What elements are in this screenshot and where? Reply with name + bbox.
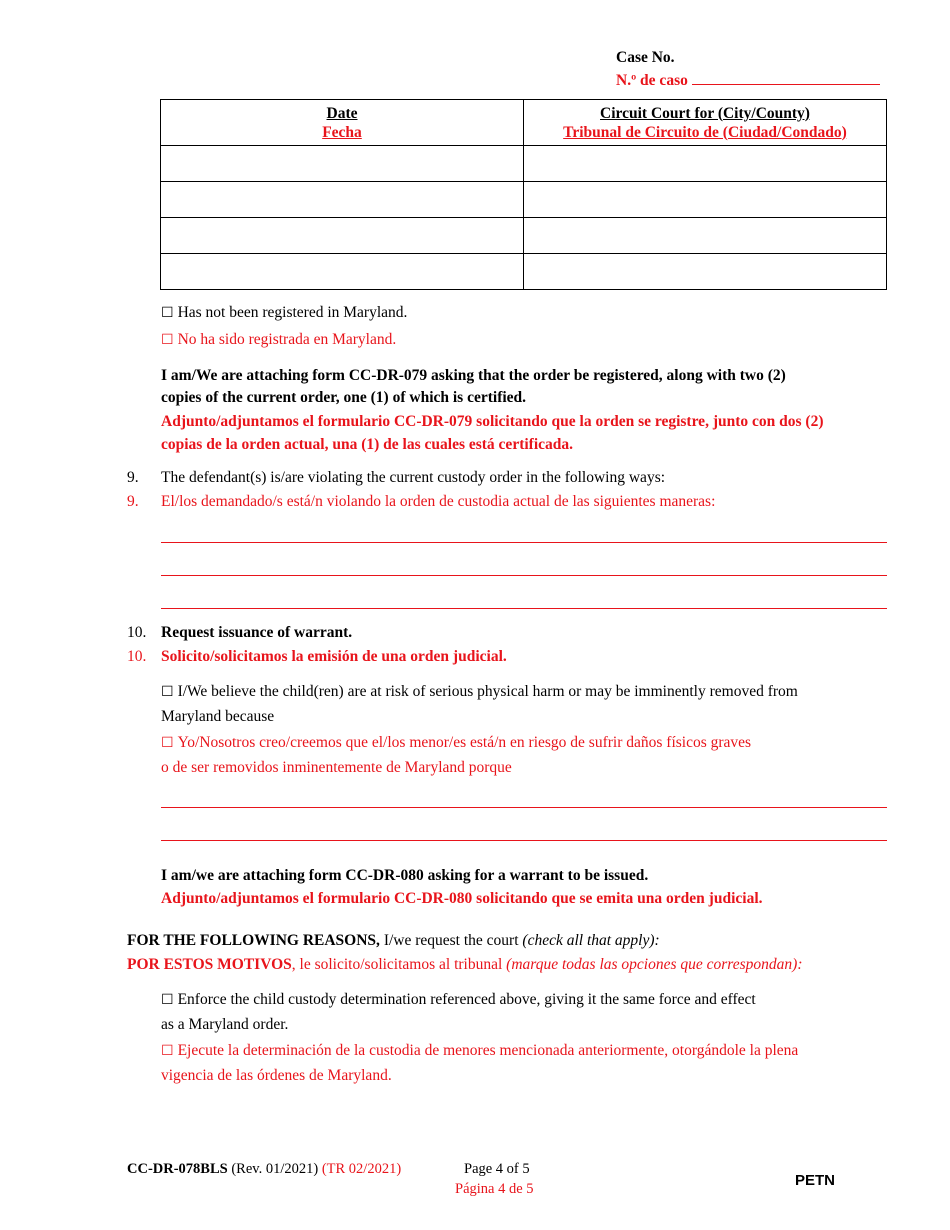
reasons-heading-es: [127, 955, 803, 974]
case-no-field[interactable]: [692, 70, 880, 85]
court-cell[interactable]: [524, 182, 887, 218]
case-no-label: Case No.: [616, 49, 675, 66]
date-column-header: [161, 100, 524, 146]
table-row: [161, 146, 887, 182]
not-registered-option-es[interactable]: [161, 330, 396, 350]
risk-answer-line[interactable]: [161, 840, 887, 841]
date-cell[interactable]: [161, 146, 524, 182]
case-no-label-es-text: N.º de caso: [616, 72, 688, 89]
attach-079-line1: I am/We are attaching form CC-DR-079 asking that the order be registered, along with two (2): [161, 367, 786, 384]
item9-number-es: 9.: [127, 493, 139, 510]
form-tr: (TR 02/2021): [321, 1161, 402, 1177]
date-cell[interactable]: [161, 254, 524, 290]
checkbox-icon[interactable]: ☐: [161, 332, 174, 348]
court-cell[interactable]: [524, 218, 887, 254]
orders-table: [160, 99, 887, 290]
case-no-label-es: [616, 70, 880, 90]
attach-079-line2: copies of the current order, one (1) of which is certified.: [161, 389, 527, 406]
risk-answer-line[interactable]: [161, 807, 887, 808]
enforce-line2: as a Maryland order.: [161, 1016, 289, 1033]
enforce-line1-es: Ejecute la determinación de la custodia de menores mencionada anteriormente, otorgándole la plena: [177, 1042, 799, 1059]
not-registered-label: Has not been registered in Maryland.: [177, 304, 408, 321]
checkbox-icon[interactable]: ☐: [161, 684, 174, 700]
attach-079-line1-es: Adjunto/adjuntamos el formulario CC-DR-079 solicitando que la orden se registre, junto con dos (2): [161, 413, 824, 430]
item9-answer-line[interactable]: [161, 608, 887, 609]
footer-form-id: [127, 1160, 401, 1179]
reasons-text-es: , le solicito/solicitamos al tribunal: [291, 956, 507, 973]
date-cell[interactable]: [161, 182, 524, 218]
risk-line2: Maryland because: [161, 708, 275, 725]
reasons-note-es: (marque todas las opciones que correspondan):: [506, 956, 803, 973]
page-number: Page 4 of 5: [464, 1161, 530, 1177]
checkbox-icon[interactable]: ☐: [161, 1043, 174, 1059]
date-cell[interactable]: [161, 218, 524, 254]
item9-answer-line[interactable]: [161, 575, 887, 576]
attach-080-es: Adjunto/adjuntamos el formulario CC-DR-080 solicitando que se emita una orden judicial.: [161, 890, 763, 907]
item9-text-es: El/los demandado/s está/n violando la orden de custodia actual de las siguientes maneras:: [161, 493, 716, 510]
item10-text: Request issuance of warrant.: [161, 624, 353, 641]
court-cell[interactable]: [524, 254, 887, 290]
item9-answer-line[interactable]: [161, 542, 887, 543]
enforce-option[interactable]: [161, 990, 756, 1010]
attach-079-line2-es: copias de la orden actual, una (1) de las cuales está certificada.: [161, 436, 574, 453]
risk-line1-es: Yo/Nosotros creo/creemos que el/los menor/es está/n en riesgo de sufrir daños físicos graves: [177, 734, 752, 751]
court-column-header: [524, 100, 887, 146]
date-header-label-es: Fecha: [322, 123, 362, 141]
enforce-option-es[interactable]: [161, 1041, 798, 1061]
page-number-es: Página 4 de 5: [455, 1181, 534, 1197]
item10-number-es: 10.: [127, 648, 147, 665]
risk-option-es[interactable]: [161, 733, 751, 753]
checkbox-icon[interactable]: ☐: [161, 305, 174, 321]
reasons-lead-es: POR ESTOS MOTIVOS: [127, 956, 292, 973]
table-row: [161, 218, 887, 254]
court-cell[interactable]: [524, 146, 887, 182]
date-header-label: Date: [326, 104, 358, 122]
table-header-row: [161, 100, 887, 146]
item10-text-es: Solicito/solicitamos la emisión de una orden judicial.: [161, 648, 507, 665]
checkbox-icon[interactable]: ☐: [161, 992, 174, 1008]
item10-number: 10.: [127, 624, 147, 641]
form-rev: (Rev. 01/2021): [227, 1161, 322, 1177]
checkbox-icon[interactable]: ☐: [161, 735, 174, 751]
attach-080: I am/we are attaching form CC-DR-080 asking for a warrant to be issued.: [161, 867, 649, 884]
risk-line2-es: o de ser removidos inminentemente de Maryland porque: [161, 759, 512, 776]
form-id: CC-DR-078BLS: [127, 1161, 228, 1177]
not-registered-label-es: No ha sido registrada en Maryland.: [177, 331, 397, 348]
reasons-lead: FOR THE FOLLOWING REASONS,: [127, 932, 380, 949]
enforce-line1: Enforce the child custody determination referenced above, giving it the same force and effect: [177, 991, 756, 1008]
table-row: [161, 182, 887, 218]
table-row: [161, 254, 887, 290]
risk-option[interactable]: [161, 682, 798, 702]
reasons-text: I/we request the court: [379, 932, 523, 949]
court-header-label: Circuit Court for (City/County): [600, 104, 810, 122]
court-header-label-es: Tribunal de Circuito de (Ciudad/Condado): [563, 123, 847, 141]
reasons-heading: [127, 931, 660, 950]
reasons-note: (check all that apply):: [522, 932, 660, 949]
risk-line1: I/We believe the child(ren) are at risk of serious physical harm or may be imminently removed from: [177, 683, 798, 700]
item9-number: 9.: [127, 469, 139, 486]
form-code: PETN: [795, 1172, 836, 1189]
item9-text: The defendant(s) is/are violating the current custody order in the following ways:: [161, 469, 666, 486]
not-registered-option[interactable]: [161, 303, 407, 323]
enforce-line2-es: vigencia de las órdenes de Maryland.: [161, 1067, 392, 1084]
